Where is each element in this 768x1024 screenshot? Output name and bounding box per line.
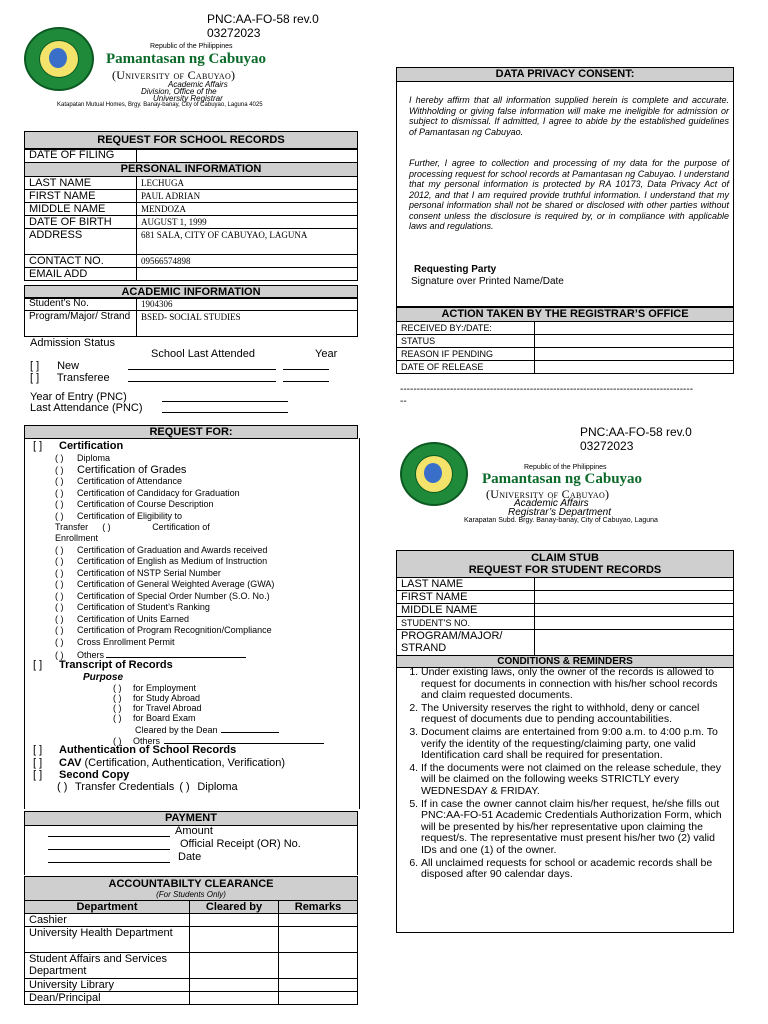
privacy-paragraph-2: Further, I agree to collection and processing of my data for the purpose of processing request for school records at Pamantasan ng Cabuyao. I understand that my personal information is protected by RA 10173, Data Privacy Act of 2012, and that I am required provide truthful information. I understand that my personal information shall not be shared or disclosed with other parties without consent unless the disclosure is required by, or in compliance with applicable laws and regulations. [409, 158, 729, 231]
condition-item: 5. If in case the owner cannot claim his/her request, he/she fills out PNC:AA-FO-51 Academic Credentials Authorization Form, which will be presented by his/her representative upon claiming the request/s. The representative must present his/her two (2) valid IDs and one (1) of the owner. [421, 799, 729, 857]
university-name-en: (University of Cabuyao) [112, 68, 236, 82]
purpose-item[interactable]: ( ) for Study Abroad [113, 693, 201, 703]
auth-row[interactable] [33, 744, 236, 756]
new-year-line[interactable] [283, 360, 329, 370]
year-label: Year [315, 348, 338, 360]
claim-cell[interactable] [535, 604, 734, 617]
personal-info-title: PERSONAL INFORMATION [24, 162, 358, 177]
acc-remarks-cell[interactable] [279, 953, 358, 979]
conditions-box [396, 667, 734, 933]
dob-label: DATE OF BIRTH [25, 216, 137, 229]
year-entry-line[interactable] [162, 392, 288, 402]
cert-item[interactable]: ( ) Diploma [55, 453, 111, 463]
cert-item[interactable]: ( ) Certification of Units Earned [55, 614, 190, 624]
tor-checkbox[interactable]: [ ] [33, 659, 43, 671]
office-line-3: University Registrar [153, 94, 223, 103]
claim-middle-name: MIDDLE NAME [397, 604, 535, 617]
doc-code [207, 12, 319, 40]
admission-status-label: Admission Status [30, 337, 115, 349]
accountability-title: ACCOUNTABILTY CLEARANCE [108, 878, 274, 890]
cert-item[interactable]: ( ) Certification of Grades [55, 464, 187, 476]
year-entry-label: Year of Entry (PNC) [30, 391, 127, 403]
privacy-title: DATA PRIVACY CONSENT: [396, 67, 734, 82]
certification-checkbox[interactable]: [ ] [33, 440, 43, 452]
address-line: Katapatan Mutual Homes, Brgy. Banay-banay, City of Cabuyao, Laguna 4025 [57, 102, 263, 108]
school-last-attended-label: School Last Attended [151, 348, 255, 360]
purpose-item[interactable]: ( ) for Travel Abroad [113, 703, 202, 713]
transferee-label: Transferee [56, 372, 110, 384]
new-checkbox[interactable]: [ ] [30, 360, 40, 372]
dob-value[interactable]: AUGUST 1, 1999 [137, 216, 358, 229]
transferee-checkbox[interactable]: [ ] [30, 372, 40, 384]
acc-cleared-cell[interactable] [190, 953, 279, 979]
acc-remarks-cell[interactable] [279, 992, 358, 1005]
claim-title-1: CLAIM STUB [531, 552, 599, 564]
cav-row[interactable] [33, 757, 285, 769]
date-line[interactable] [48, 853, 170, 863]
cert-item[interactable]: ( ) Certification of Attendance [55, 476, 183, 486]
stub-university-name: Pamantasan ng Cabuyao [482, 471, 643, 487]
last-name-label: LAST NAME [25, 177, 137, 190]
reason-cell[interactable] [535, 348, 734, 361]
middle-name-label: MIDDLE NAME [25, 203, 137, 216]
last-attendance-line[interactable] [162, 403, 288, 413]
acc-cleared-cell[interactable] [190, 927, 279, 953]
stub-doc-code-text: PNC:AA-FO-58 rev.0 [580, 425, 692, 439]
or-line[interactable] [48, 840, 170, 850]
office-line-2: Division, Office of the [141, 87, 217, 96]
cert-item[interactable]: ( ) Certification of English as Medium of Instruction [55, 556, 268, 566]
students-no-label: Student’s No. [25, 298, 137, 311]
republic-label: Republic of the Philippines [150, 43, 233, 50]
request-for-title: REQUEST FOR: [24, 425, 358, 439]
accountability-sub: (For Students Only) [156, 890, 226, 899]
cut-line-2: -- [400, 396, 407, 407]
academic-info-title: ACADEMIC INFORMATION [24, 285, 358, 299]
acc-cleared-cell[interactable] [190, 979, 279, 992]
cert-item[interactable]: ( ) Certification of Graduation and Awards received [55, 545, 268, 555]
transfer-cred-row[interactable]: ( ) Transfer Credentials ( ) Diploma [57, 781, 238, 793]
tor-row[interactable] [33, 659, 173, 671]
registrar-table [396, 321, 734, 374]
date-of-filing-label: DATE OF FILING [25, 149, 137, 163]
transferee-row[interactable] [30, 372, 110, 384]
new-school-line[interactable] [128, 360, 276, 370]
academic-table [24, 297, 358, 337]
office-line-1: Academic Affairs [168, 80, 228, 89]
acc-cleared-cell[interactable] [190, 914, 279, 927]
stub-university-name-en: (University of Cabuyao) [486, 487, 610, 501]
contact-value[interactable]: 09566574898 [137, 255, 358, 268]
purpose-item[interactable]: ( ) for Board Exam [113, 713, 196, 723]
auth-label: Authentication of School Records [59, 744, 237, 756]
second-copy-checkbox[interactable]: [ ] [33, 769, 43, 781]
claim-title [396, 550, 734, 578]
or-label: Official Receipt (OR) No. [180, 838, 301, 850]
purpose-item[interactable]: ( ) for Employment [113, 683, 197, 693]
request-list [24, 438, 360, 809]
acc-row-label: Dean/Principal [25, 992, 190, 1005]
acc-row-label: University Library [25, 979, 190, 992]
claim-title-2: REQUEST FOR STUDENT RECORDS [468, 564, 662, 576]
cav-label: CAV [59, 757, 82, 769]
university-logo [24, 27, 94, 91]
claim-first-name: FIRST NAME [397, 591, 535, 604]
contact-label: CONTACT NO. [25, 255, 137, 268]
status-label: STATUS [397, 335, 535, 348]
received-label: RECEIVED BY:/DATE: [397, 322, 535, 335]
cert-item-cont: Enrollment [55, 533, 99, 543]
cert-item[interactable]: ( ) Certification of Student’s Ranking [55, 602, 210, 612]
reason-label: REASON IF PENDING [397, 348, 535, 361]
first-name-value[interactable]: PAUL ADRIAN [137, 190, 358, 203]
second-copy-label: Second Copy [59, 769, 130, 781]
certification-label: Certification [59, 440, 124, 452]
certification-row[interactable] [33, 440, 123, 452]
amount-label: Amount [175, 825, 213, 837]
acc-row-label: Student Affairs and Services Department [25, 953, 190, 979]
last-name-value[interactable]: LECHUGA [137, 177, 358, 190]
acc-col-department: Department [25, 901, 190, 914]
second-copy-row[interactable] [33, 769, 129, 781]
conditions-title: CONDITIONS & REMINDERS [396, 655, 734, 668]
filing-table [24, 148, 358, 163]
transferee-year-line[interactable] [283, 372, 329, 382]
stub-university-logo [400, 442, 468, 506]
university-name: Pamantasan ng Cabuyao [106, 51, 267, 67]
last-attendance-label: Last Attendance (PNC) [30, 402, 143, 414]
release-cell[interactable] [535, 361, 734, 374]
conditions-list [397, 667, 733, 881]
stub-office-1: Academic Affairs [514, 498, 589, 509]
cut-line-1: ---------------------------------------------------------------------------------------- [400, 384, 694, 395]
cert-item[interactable]: ( ) Certification of Course Description [55, 499, 214, 509]
requesting-party: Requesting Party [414, 264, 497, 275]
date-label: Date [178, 851, 202, 863]
claim-cell[interactable] [535, 578, 734, 591]
received-cell[interactable] [535, 322, 734, 335]
auth-checkbox[interactable]: [ ] [33, 744, 43, 756]
cav-note: (Certification, Authentication, Verification) [84, 757, 286, 769]
form-title: REQUEST FOR SCHOOL RECORDS [24, 131, 358, 150]
condition-item: 2. The University reserves the right to withhold, deny or cancel request of documents due to pending accountabilities. [421, 703, 729, 726]
stub-doc-date-text: 03272023 [580, 439, 634, 453]
program-label: Program/Major/ Strand [25, 311, 137, 337]
tor-label: Transcript of Records [59, 659, 173, 671]
cleared-dean[interactable]: Cleared by the Dean [135, 723, 279, 735]
privacy-paragraph-1: I hereby affirm that all information supplied herein is complete and accurate. Withholding or giving false information will make me ineligible for admission or subject to dismissal. If admitted, I agree to abide by the established guidelines of Pamantasan ng Cabuyao. [409, 95, 729, 137]
claim-cell[interactable] [535, 630, 734, 656]
cert-item-others[interactable]: ( ) Others [55, 648, 246, 660]
claim-program: PROGRAM/MAJOR/ STRAND [397, 630, 535, 656]
claim-table [396, 577, 734, 656]
cut-line [400, 384, 745, 408]
acc-col-remarks: Remarks [279, 901, 358, 914]
cert-item[interactable]: ( ) Certification of NSTP Serial Number [55, 568, 221, 578]
acc-row-label: Cashier [25, 914, 190, 927]
email-label: EMAIL ADD [25, 268, 137, 281]
doc-date-text: 03272023 [207, 26, 261, 40]
address-value[interactable]: 681 SALA, CITY OF CABUYAO, LAGUNA [137, 229, 358, 255]
acc-row-label: University Health Department [25, 927, 190, 953]
students-no-value[interactable]: 1904306 [137, 298, 358, 311]
cert-item-cont: Transfer ( ) Certification of [55, 522, 210, 532]
acc-cleared-cell[interactable] [190, 992, 279, 1005]
condition-item: 3. Document claims are entertained from 9:00 a.m. to 4:00 p.m. To verify the identity of the requesting/claiming party, one valid Identification card shall be required for presentation. [421, 727, 729, 762]
program-value[interactable]: BSED- SOCIAL STUDIES [137, 311, 358, 337]
acc-remarks-cell[interactable] [279, 927, 358, 953]
claim-cell[interactable] [535, 591, 734, 604]
acc-col-cleared: Cleared by [190, 901, 279, 914]
stub-doc-code [580, 425, 692, 453]
accountability-header [24, 876, 358, 902]
registrar-title: ACTION TAKEN BY THE REGISTRAR’S OFFICE [396, 307, 734, 322]
email-value[interactable] [137, 268, 358, 281]
claim-last-name: LAST NAME [397, 578, 535, 591]
date-of-filing-input[interactable] [137, 149, 358, 163]
cert-item[interactable]: ( ) Certification of Eligibility to [55, 511, 183, 521]
first-name-label: FIRST NAME [25, 190, 137, 203]
stub-address: Karapatan Subd. Brgy. Banay-banay, City of Cabuyao, Laguna [464, 517, 658, 524]
transferee-school-line[interactable] [128, 372, 276, 382]
cav-checkbox[interactable]: [ ] [33, 757, 43, 769]
amount-line[interactable] [48, 827, 170, 837]
condition-item: 6. All unclaimed requests for school or academic records shall be disposed after 90 calendar days. [421, 858, 729, 881]
new-label: New [57, 360, 80, 372]
release-label: DATE OF RELEASE [397, 361, 535, 374]
purpose-others[interactable]: ( ) Others [113, 734, 324, 746]
acc-remarks-cell[interactable] [279, 914, 358, 927]
cert-item[interactable]: ( ) Certification of General Weighted Average (GWA) [55, 579, 275, 589]
acc-remarks-cell[interactable] [279, 979, 358, 992]
stub-office-2: Registrar’s Department [508, 507, 612, 518]
new-row[interactable] [30, 360, 79, 372]
address-label: ADDRESS [25, 229, 137, 255]
cert-item[interactable]: ( ) Certification of Candidacy for Graduation [55, 488, 240, 498]
stub-republic: Republic of the Philippines [524, 464, 607, 471]
condition-item: 4. If the documents were not claimed on the release schedule, they will be claimed on the following weeks STRICTLY every WEDNESDAY & FRIDAY. [421, 763, 729, 798]
cert-item[interactable]: ( ) Certification of Special Order Number (S.O. No.) [55, 591, 270, 601]
cert-item[interactable]: ( ) Certification of Program Recognition/Compliance [55, 625, 272, 635]
claim-cell[interactable] [535, 617, 734, 630]
purpose-label: Purpose [83, 672, 124, 683]
personal-table [24, 176, 358, 281]
signature-label[interactable]: Signature over Printed Name/Date [411, 276, 564, 287]
doc-code-text: PNC:AA-FO-58 rev.0 [207, 12, 319, 26]
claim-student-no: STUDENT’S NO. [397, 617, 535, 630]
middle-name-value[interactable]: MENDOZA [137, 203, 358, 216]
accountability-table [24, 900, 358, 1005]
status-cell[interactable] [535, 335, 734, 348]
payment-title: PAYMENT [24, 811, 358, 826]
cert-item[interactable]: ( ) Cross Enrollment Permit [55, 637, 175, 647]
condition-item: 1. Under existing laws, only the owner of the records is allowed to request for documents in connection with his/her school records and claim requested documents. [421, 667, 729, 702]
